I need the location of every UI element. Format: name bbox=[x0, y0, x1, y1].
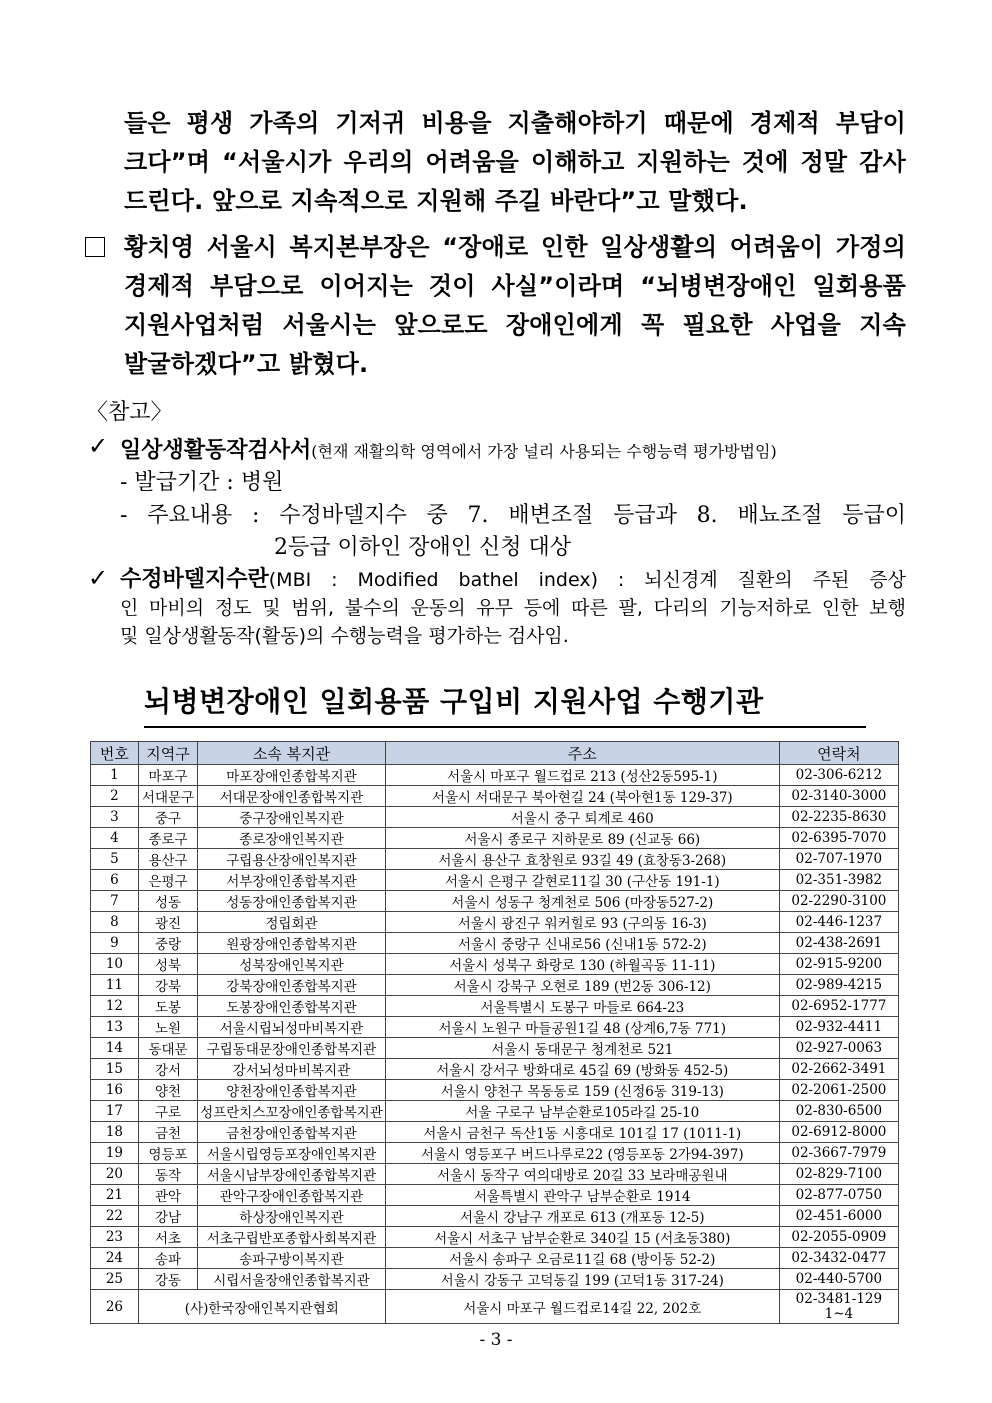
header-cell: 소속 복지관 bbox=[198, 742, 386, 765]
table-cell: 15 bbox=[91, 1059, 139, 1080]
table-cell: 23 bbox=[91, 1227, 139, 1248]
table-cell: 성동장애인종합복지관 bbox=[198, 891, 386, 912]
table-row bbox=[91, 786, 899, 807]
table-row bbox=[91, 1206, 899, 1227]
quote-paragraph bbox=[124, 104, 906, 221]
table-cell: 02-351-3982 bbox=[779, 870, 898, 891]
table-cell: 영등포 bbox=[138, 1143, 197, 1164]
table-cell: 02-446-1237 bbox=[779, 912, 898, 933]
table-cell: 정립회관 bbox=[198, 912, 386, 933]
table-cell: 4 bbox=[91, 828, 139, 849]
table-cell: 서울시 영등포구 버드나루로22 (영등포동 2가94-397) bbox=[385, 1143, 779, 1164]
table-cell: 마포장애인종합복지관 bbox=[198, 765, 386, 786]
table-cell: 02-451-6000 bbox=[779, 1206, 898, 1227]
table-cell: 02-6952-1777 bbox=[779, 996, 898, 1017]
table-cell: 성동 bbox=[138, 891, 197, 912]
table-cell: 하상장애인복지관 bbox=[198, 1206, 386, 1227]
table-row bbox=[91, 1101, 899, 1122]
table-cell: 9 bbox=[91, 933, 139, 954]
table-cell: 서초 bbox=[138, 1227, 197, 1248]
table-cell: 3 bbox=[91, 807, 139, 828]
table-row bbox=[91, 765, 899, 786]
table-row bbox=[91, 849, 899, 870]
table-cell: 11 bbox=[91, 975, 139, 996]
table-row bbox=[91, 1059, 899, 1080]
table-cell: 시립서울장애인종합복지관 bbox=[198, 1269, 386, 1290]
table-cell: 서울시 성북구 화랑로 130 (하월곡동 11-11) bbox=[385, 954, 779, 975]
paragraph-line: 경제적 부담으로 이어지는 것이 사실”이라며 “뇌병변장애인 일회용품 bbox=[124, 272, 906, 300]
table-cell: 7 bbox=[91, 891, 139, 912]
table-cell: 02-877-0750 bbox=[779, 1185, 898, 1206]
table-cell: 02-2290-3100 bbox=[779, 891, 898, 912]
table-cell: 서울시남부장애인종합복지관 bbox=[198, 1164, 386, 1185]
paragraph-line: 크다”며 “서울시가 우리의 어려움을 이해하고 지원하는 것에 정말 감사 bbox=[124, 148, 906, 176]
table-cell: 26 bbox=[91, 1290, 139, 1324]
table-cell: 구립동대문장애인종합복지관 bbox=[198, 1038, 386, 1059]
table-cell: 서울시 양천구 목동동로 159 (신정6동 319-13) bbox=[385, 1080, 779, 1101]
table-cell: 구립용산장애인복지관 bbox=[198, 849, 386, 870]
table-cell: 18 bbox=[91, 1122, 139, 1143]
table-row bbox=[91, 807, 899, 828]
reference-item-title: 수정바델지수란 bbox=[120, 567, 269, 592]
table-cell: 02-3432-0477 bbox=[779, 1248, 898, 1269]
table-cell: 중구 bbox=[138, 807, 197, 828]
table-cell: 02-915-9200 bbox=[779, 954, 898, 975]
table-cell: 강북 bbox=[138, 975, 197, 996]
header-cell: 연락처 bbox=[779, 742, 898, 765]
table-row bbox=[91, 1038, 899, 1059]
table-cell: 서울시 마포구 월드컵로 213 (성산2동595-1) bbox=[385, 765, 779, 786]
table-row bbox=[91, 954, 899, 975]
table-cell: 02-932-4411 bbox=[779, 1017, 898, 1038]
table-row bbox=[91, 870, 899, 891]
table-cell: 강남 bbox=[138, 1206, 197, 1227]
table-row bbox=[91, 1269, 899, 1290]
table-cell: 17 bbox=[91, 1101, 139, 1122]
table-body bbox=[91, 765, 899, 1324]
table-row bbox=[91, 1227, 899, 1248]
table-cell: 서울시 종로구 지하문로 89 (신교동 66) bbox=[385, 828, 779, 849]
table-row bbox=[91, 891, 899, 912]
table-row bbox=[91, 1143, 899, 1164]
table-cell: 서초구립반포종합사회복지관 bbox=[198, 1227, 386, 1248]
table-cell: 서울시립뇌성마비복지관 bbox=[198, 1017, 386, 1038]
table-cell: 강서 bbox=[138, 1059, 197, 1080]
table-cell: 성프란치스꼬장애인종합복지관 bbox=[198, 1101, 386, 1122]
reference-heading: 〈참고〉 bbox=[86, 400, 173, 425]
statement-paragraph bbox=[124, 228, 906, 384]
table-cell: 10 bbox=[91, 954, 139, 975]
table-cell: 용산구 bbox=[138, 849, 197, 870]
table-cell: 02-2061-2500 bbox=[779, 1080, 898, 1101]
table-cell: 동대문 bbox=[138, 1038, 197, 1059]
table-cell: 강동 bbox=[138, 1269, 197, 1290]
paragraph-line: 발굴하겠다”고 밝혔다. bbox=[124, 350, 369, 378]
table-cell: 종로구 bbox=[138, 828, 197, 849]
table-cell: 서울시 중구 퇴계로 460 bbox=[385, 807, 779, 828]
reference-content: - 주요내용 : 수정바델지수 중 7. 배변조절 등급과 8. 배뇨조절 등급이 bbox=[120, 503, 906, 528]
table-cell: 02-3481-129 1~4 bbox=[779, 1290, 898, 1324]
table-cell: 02-438-2691 bbox=[779, 933, 898, 954]
table-row bbox=[91, 1122, 899, 1143]
institution-table bbox=[90, 741, 899, 1324]
table-cell: 서울시 동대문구 청계천로 521 bbox=[385, 1038, 779, 1059]
table-cell: 02-440-5700 bbox=[779, 1269, 898, 1290]
table-cell: 서울시 용산구 효창원로 93길 49 (효창동3-268) bbox=[385, 849, 779, 870]
table-cell: 성북 bbox=[138, 954, 197, 975]
table-cell: 서울시 금천구 독산1동 시흥대로 101길 17 (1011-1) bbox=[385, 1122, 779, 1143]
table-cell: 02-707-1970 bbox=[779, 849, 898, 870]
table-cell: 서울시 성동구 청계천로 506 (마장동527-2) bbox=[385, 891, 779, 912]
table-cell: 금천 bbox=[138, 1122, 197, 1143]
header-cell: 번호 bbox=[91, 742, 139, 765]
table-cell: 02-306-6212 bbox=[779, 765, 898, 786]
table-row bbox=[91, 1185, 899, 1206]
reference-issuer: - 발급기간 : 병원 bbox=[120, 470, 284, 495]
table-cell: 서울시 서초구 남부순환로 340길 15 (서초동380) bbox=[385, 1227, 779, 1248]
table-cell: 중랑 bbox=[138, 933, 197, 954]
table-row bbox=[91, 975, 899, 996]
table-cell: 마포구 bbox=[138, 765, 197, 786]
table-title: 뇌병변장애인 일회용품 구입비 지원사업 수행기관 bbox=[144, 680, 866, 728]
table-cell: 02-6395-7070 bbox=[779, 828, 898, 849]
table-row bbox=[91, 1290, 899, 1324]
table-cell: 02-2235-8630 bbox=[779, 807, 898, 828]
table-cell: 광진 bbox=[138, 912, 197, 933]
table-cell: 2 bbox=[91, 786, 139, 807]
reference-item-2-line: 인 마비의 정도 및 범위, 불수의 운동의 유무 등에 따른 팔, 다리의 기능저하로 인한 보행 bbox=[120, 597, 906, 619]
square-bullet-icon bbox=[85, 237, 105, 257]
header-cell: 지역구 bbox=[138, 742, 197, 765]
table-cell: 종로장애인복지관 bbox=[198, 828, 386, 849]
table-cell: 도봉 bbox=[138, 996, 197, 1017]
table-cell: 원광장애인종합복지관 bbox=[198, 933, 386, 954]
table-cell: 02-989-4215 bbox=[779, 975, 898, 996]
table-header-row bbox=[91, 742, 899, 765]
table-cell: 중구장애인복지관 bbox=[198, 807, 386, 828]
table-cell: 서대문장애인종합복지관 bbox=[198, 786, 386, 807]
table-cell: 양천장애인종합복지관 bbox=[198, 1080, 386, 1101]
table-cell: 서울시 서대문구 북아현길 24 (북아현1동 129-37) bbox=[385, 786, 779, 807]
table-cell: 25 bbox=[91, 1269, 139, 1290]
reference-item-2-line: 및 일상생활동작(활동)의 수행능력을 평가하는 검사임. bbox=[120, 625, 569, 647]
table-cell: 서울시 은평구 갈현로11길 30 (구산동 191-1) bbox=[385, 870, 779, 891]
table-cell: 서울시립영등포장애인복지관 bbox=[198, 1143, 386, 1164]
table-row bbox=[91, 1080, 899, 1101]
table-cell: 19 bbox=[91, 1143, 139, 1164]
checkmark-icon: ✓ bbox=[88, 564, 109, 592]
table-cell: 13 bbox=[91, 1017, 139, 1038]
table-cell: 02-829-7100 bbox=[779, 1164, 898, 1185]
checkmark-icon: ✓ bbox=[88, 432, 109, 460]
table-cell: 송파 bbox=[138, 1248, 197, 1269]
table-cell: 도봉장애인종합복지관 bbox=[198, 996, 386, 1017]
reference-item-2 bbox=[120, 566, 906, 650]
table-row bbox=[91, 1164, 899, 1185]
paragraph-line: 황치영 서울시 복지본부장은 “장애로 인한 일상생활의 어려움이 가정의 bbox=[124, 233, 906, 261]
table-cell: 강서뇌성마비복지관 bbox=[198, 1059, 386, 1080]
table-cell: 20 bbox=[91, 1164, 139, 1185]
table-cell: 금천장애인종합복지관 bbox=[198, 1122, 386, 1143]
table-cell: 02-2055-0909 bbox=[779, 1227, 898, 1248]
table-cell: 노원 bbox=[138, 1017, 197, 1038]
table-row bbox=[91, 1017, 899, 1038]
table-cell: 02-2662-3491 bbox=[779, 1059, 898, 1080]
table-cell: 서울시 강북구 오현로 189 (번2동 306-12) bbox=[385, 975, 779, 996]
header-cell: 주소 bbox=[385, 742, 779, 765]
table-cell: 관악구장애인종합복지관 bbox=[198, 1185, 386, 1206]
table-row bbox=[91, 1248, 899, 1269]
table-cell: 서울시 송파구 오금로11길 68 (방이동 52-2) bbox=[385, 1248, 779, 1269]
table-cell: 1 bbox=[91, 765, 139, 786]
table-cell: 21 bbox=[91, 1185, 139, 1206]
reference-content-cont: 2등급 이하인 장애인 신청 대상 bbox=[274, 535, 571, 560]
table-cell: 8 bbox=[91, 912, 139, 933]
paragraph-line: 지원사업처럼 서울시는 앞으로도 장애인에게 꼭 필요한 사업을 지속 bbox=[124, 311, 906, 339]
table-cell: 성북장애인복지관 bbox=[198, 954, 386, 975]
table-cell: 16 bbox=[91, 1080, 139, 1101]
table-row bbox=[91, 912, 899, 933]
reference-item-2-line bbox=[120, 566, 906, 594]
reference-item-note: (현재 재활의학 영역에서 가장 널리 사용되는 수행능력 평가방법임) bbox=[311, 442, 777, 461]
table-cell: 서울시 광진구 워커힐로 93 (구의동 16-3) bbox=[385, 912, 779, 933]
table-cell: 강북장애인종합복지관 bbox=[198, 975, 386, 996]
table-cell: 02-3140-3000 bbox=[779, 786, 898, 807]
table-cell: 서대문구 bbox=[138, 786, 197, 807]
reference-item-text: (MBI : Modified bathel index) : 뇌신경계 질환의 주된 증상 bbox=[268, 569, 906, 591]
table-cell: 동작 bbox=[138, 1164, 197, 1185]
table-cell: 02-830-6500 bbox=[779, 1101, 898, 1122]
table-cell: 서울시 강남구 개포로 613 (개포동 12-5) bbox=[385, 1206, 779, 1227]
table-cell: 02-6912-8000 bbox=[779, 1122, 898, 1143]
table-row bbox=[91, 933, 899, 954]
page-number: - 3 - bbox=[479, 1330, 513, 1350]
table-cell: 서울시 중랑구 신내로56 (신내1동 572-2) bbox=[385, 933, 779, 954]
table-cell: 24 bbox=[91, 1248, 139, 1269]
table-cell: 서울시 마포구 월드컵로14길 22, 202호 bbox=[385, 1290, 779, 1324]
table-row bbox=[91, 828, 899, 849]
table-cell: 6 bbox=[91, 870, 139, 891]
table-cell: 서울시 강동구 고덕동길 199 (고덕1동 317-24) bbox=[385, 1269, 779, 1290]
table-cell: 서울 구로구 남부순환로105라길 25-10 bbox=[385, 1101, 779, 1122]
table-cell: 은평구 bbox=[138, 870, 197, 891]
table-cell: 서울시 노원구 마들공원1길 48 (상계6,7동 771) bbox=[385, 1017, 779, 1038]
table-cell: 서울특별시 도봉구 마들로 664-23 bbox=[385, 996, 779, 1017]
table-cell: 서부장애인종합복지관 bbox=[198, 870, 386, 891]
paragraph-line: 드린다. 앞으로 지속적으로 지원해 주길 바란다”고 말했다. bbox=[124, 187, 748, 215]
table-cell: 12 bbox=[91, 996, 139, 1017]
table-cell: (사)한국장애인복지관협회 bbox=[138, 1290, 385, 1324]
table-cell: 서울특별시 관악구 남부순환로 1914 bbox=[385, 1185, 779, 1206]
reference-item-title: 일상생활동작검사서 bbox=[120, 438, 312, 463]
table-cell: 5 bbox=[91, 849, 139, 870]
table-cell: 관악 bbox=[138, 1185, 197, 1206]
reference-item-1 bbox=[120, 433, 777, 464]
table-row bbox=[91, 996, 899, 1017]
table-cell: 구로 bbox=[138, 1101, 197, 1122]
table-cell: 22 bbox=[91, 1206, 139, 1227]
table-cell: 14 bbox=[91, 1038, 139, 1059]
paragraph-line: 들은 평생 가족의 기저귀 비용을 지출해야하기 때문에 경제적 부담이 bbox=[124, 109, 906, 137]
table-cell: 서울시 동작구 여의대방로 20길 33 보라매공원내 bbox=[385, 1164, 779, 1185]
table-cell: 02-927-0063 bbox=[779, 1038, 898, 1059]
table-cell: 양천 bbox=[138, 1080, 197, 1101]
table-cell: 02-3667-7979 bbox=[779, 1143, 898, 1164]
table-cell: 송파구방이복지관 bbox=[198, 1248, 386, 1269]
table-cell: 서울시 강서구 방화대로 45길 69 (방화동 452-5) bbox=[385, 1059, 779, 1080]
